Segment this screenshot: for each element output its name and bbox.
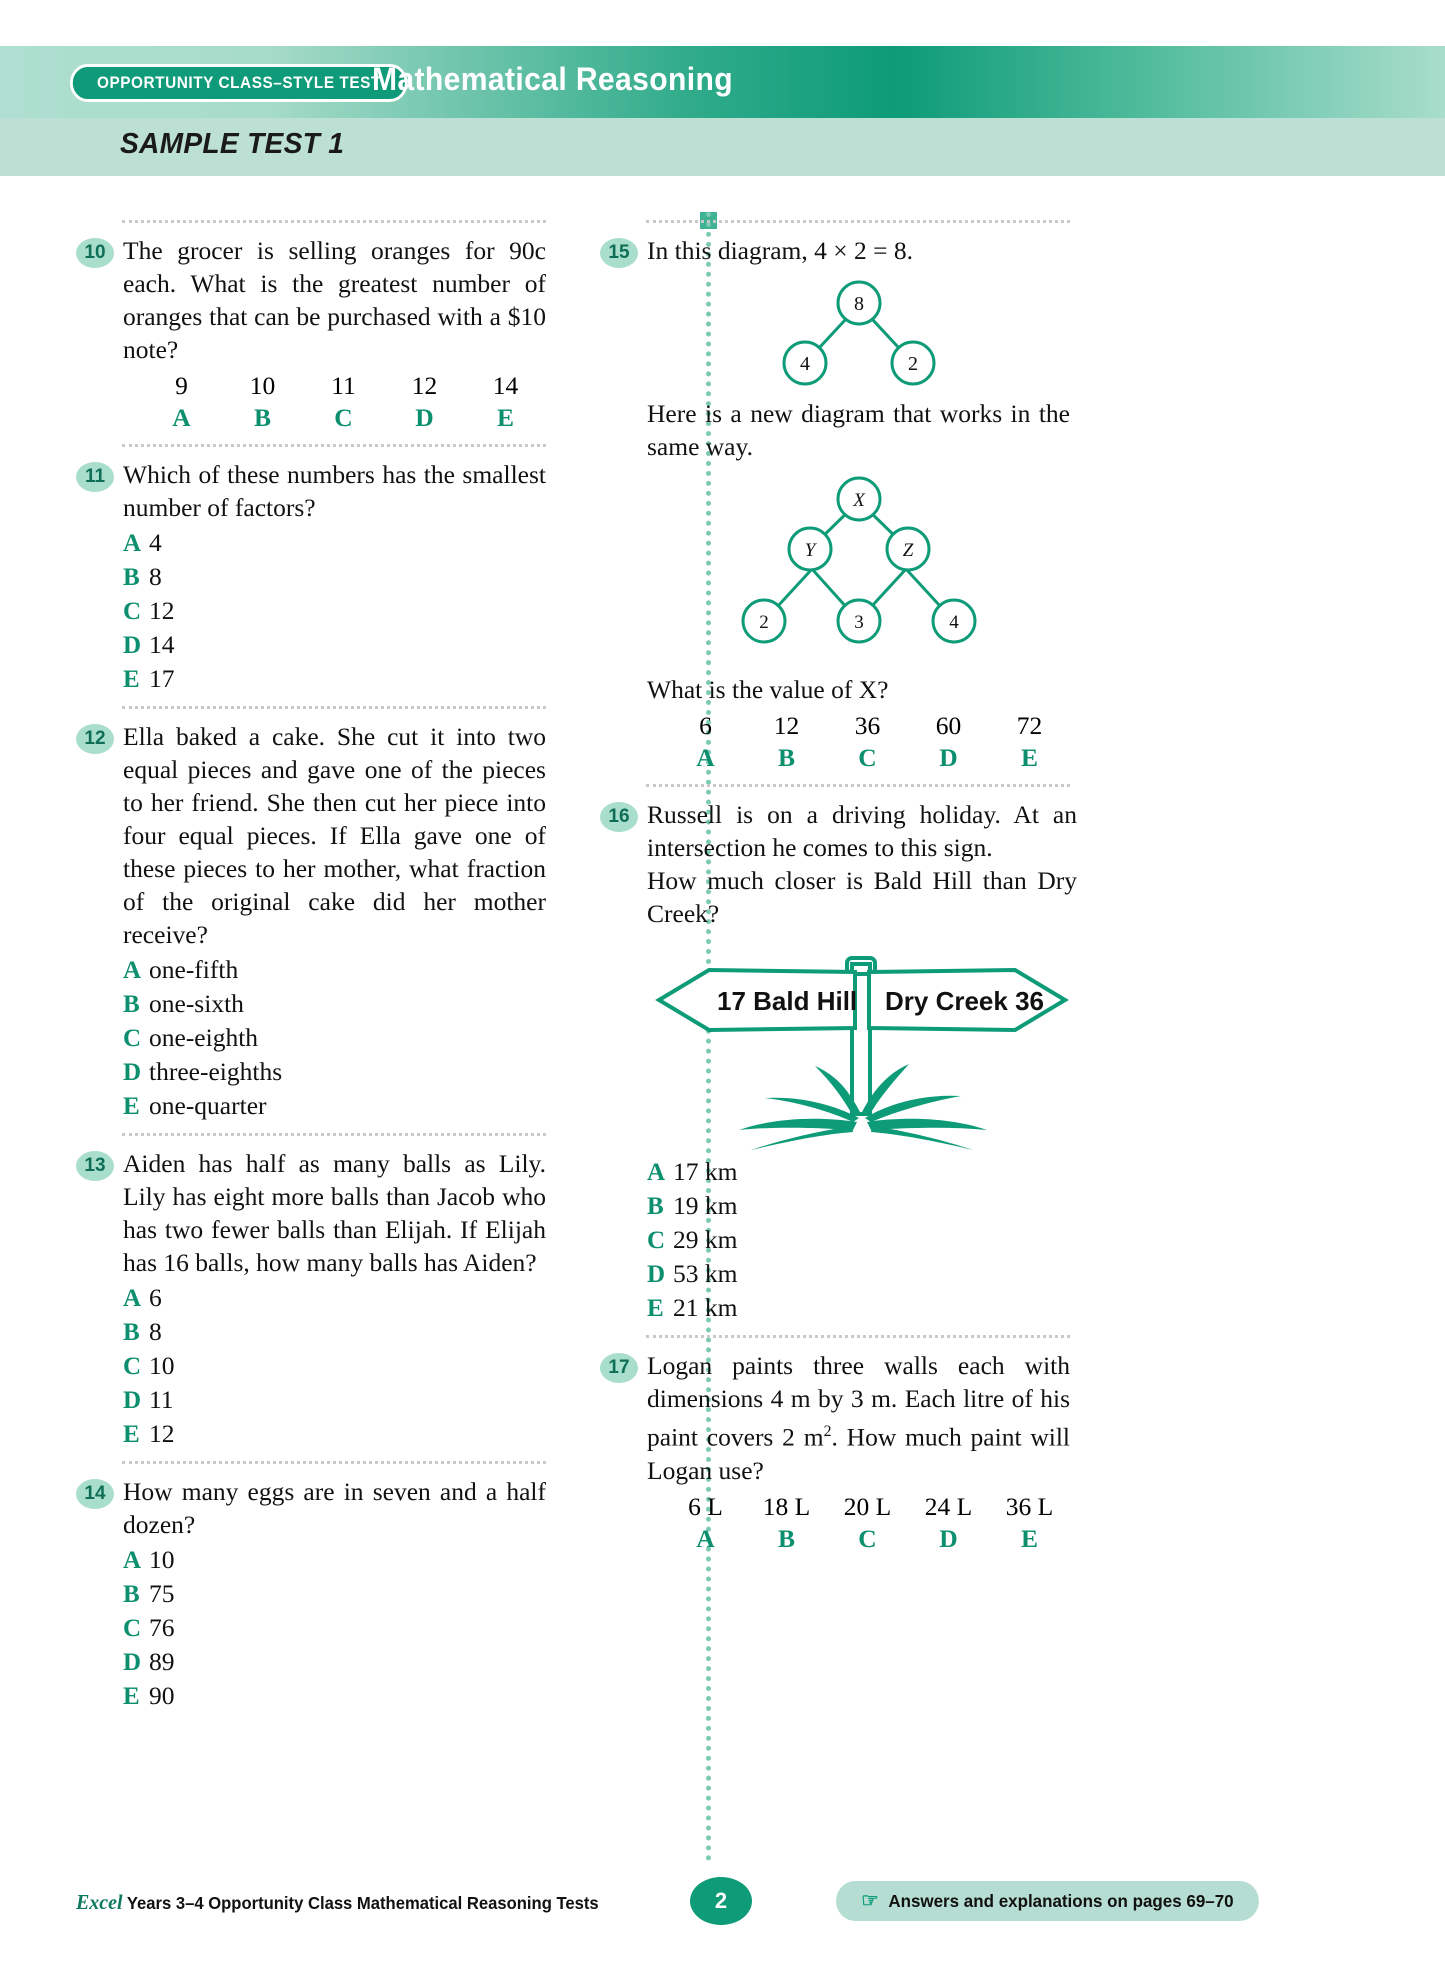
question-text: Which of these numbers has the smallest number of factors? (123, 460, 546, 522)
option-letter: A (123, 957, 142, 984)
option-letter: A (123, 530, 142, 557)
answer-option[interactable] (123, 1055, 546, 1089)
question-block (76, 1123, 546, 1451)
option-letter[interactable]: A (696, 743, 715, 772)
left-sign-label: 17 Bald Hill (717, 986, 858, 1016)
option-letter: C (123, 598, 142, 625)
option-letters-row (665, 742, 1070, 774)
question-block (600, 774, 1077, 1325)
option-letter: D (123, 632, 142, 659)
answer-option[interactable] (123, 987, 546, 1021)
question-number: 16 (600, 802, 638, 832)
option-value: 29 km (673, 1225, 738, 1254)
option-letter: D (123, 1387, 142, 1414)
option-value: one-eighth (149, 1023, 259, 1052)
subheader-band (0, 118, 1445, 176)
option-letter: A (123, 1547, 142, 1574)
multiplication-tree-puzzle (694, 469, 1024, 669)
question-separator (122, 1133, 546, 1136)
question-separator (122, 706, 546, 709)
question-content (123, 1475, 546, 1713)
question-content (123, 720, 546, 1123)
answer-option[interactable] (123, 953, 546, 987)
road-signpost-graphic (647, 936, 1077, 1151)
option-value[interactable]: 10 (249, 371, 276, 400)
question-block (76, 1451, 546, 1713)
question-number: 17 (600, 1353, 638, 1383)
option-letter: D (123, 1649, 142, 1676)
question-body (76, 234, 546, 434)
answer-option[interactable] (647, 1223, 1077, 1257)
option-letter: B (123, 991, 140, 1018)
option-letter: B (123, 564, 140, 591)
option-letter[interactable]: B (777, 743, 795, 772)
answer-options-list (123, 953, 546, 1123)
option-letter[interactable]: C (858, 1523, 877, 1553)
node-x-label: X (852, 490, 865, 511)
option-value[interactable]: 6 L (688, 1491, 723, 1521)
option-value[interactable]: 60 (935, 711, 962, 740)
option-letter: C (647, 1227, 666, 1254)
answer-options-row (665, 710, 1070, 774)
question-text: Aiden has half as many balls as Lily. Lily has eight more balls than Jacob who has two fewer balls than Elijah. If Elijah has 16 balls, how many balls has Aiden? (123, 1149, 546, 1277)
option-letter: D (647, 1261, 666, 1288)
right-question-column (600, 210, 1077, 1555)
question-body (76, 720, 546, 1123)
tree-left-label: 4 (799, 353, 810, 375)
question-text: The grocer is selling oranges for 90c each. What is the greatest number of oranges that can be purchased with a $10 note? (123, 236, 546, 364)
answer-option[interactable] (123, 526, 546, 560)
question-text: Ella baked a cake. She cut it into two equal pieces and gave one of the pieces to her friend. She then cut her piece into four equal pieces. If Ella gave one of these pieces to her mother, what fraction of the original cake did her mother receive? (123, 722, 546, 949)
option-letter: E (647, 1295, 664, 1322)
option-value[interactable]: 24 L (924, 1491, 973, 1521)
question-separator (646, 1335, 1070, 1338)
question-number: 13 (76, 1151, 114, 1181)
grass-blade-7 (751, 1126, 853, 1150)
option-value: 8 (149, 1317, 162, 1346)
answer-option[interactable] (123, 1611, 546, 1645)
question-text: In this diagram, 4 × 2 = 8. (647, 236, 914, 265)
answer-option[interactable] (647, 1291, 1077, 1325)
question-content (647, 1349, 1070, 1555)
question-content (123, 1147, 546, 1451)
option-letter: E (123, 666, 140, 693)
option-letter[interactable]: D (939, 1523, 958, 1553)
option-value[interactable]: 36 L (1005, 1491, 1054, 1521)
question-text: What is the value of X? (647, 675, 889, 704)
option-value: 89 (149, 1647, 175, 1676)
option-letter: C (123, 1025, 142, 1052)
question-block (76, 210, 546, 434)
option-letter[interactable]: A (696, 1523, 715, 1553)
question-block (600, 1325, 1070, 1555)
question-body (600, 1349, 1070, 1555)
sample-test-label: SAMPLE TEST 1 (120, 128, 345, 160)
option-letter[interactable]: D (415, 403, 434, 432)
option-letter: E (123, 1421, 140, 1448)
question-text: Here is a new diagram that works in the same way. (647, 399, 1070, 461)
question-text: How many eggs are in seven and a half dozen? (123, 1477, 546, 1539)
answer-option[interactable] (123, 662, 546, 696)
option-value[interactable]: 20 L (843, 1491, 892, 1521)
option-value: 17 (149, 664, 175, 693)
option-value: 76 (149, 1613, 175, 1642)
question-text: How much closer is Bald Hill than Dry Creek? (647, 866, 1077, 928)
question-content (647, 234, 1070, 774)
question-body (76, 1475, 546, 1713)
tree-right-label: 2 (907, 353, 918, 375)
question-block (76, 434, 546, 696)
option-letter[interactable]: E (1020, 743, 1038, 772)
option-value: 19 km (673, 1191, 738, 1220)
grass-blade-8 (871, 1126, 973, 1150)
question-number: 11 (76, 462, 114, 492)
answer-option[interactable] (123, 1417, 546, 1451)
option-value: 17 km (673, 1157, 738, 1186)
question-separator (122, 220, 546, 223)
option-value: one-fifth (149, 955, 239, 984)
question-body (600, 234, 1070, 774)
option-value[interactable]: 14 (492, 371, 519, 400)
answer-option[interactable] (123, 1089, 546, 1123)
answer-option[interactable] (123, 594, 546, 628)
answer-option[interactable] (647, 1257, 1077, 1291)
test-style-pill: OPPORTUNITY CLASS–STYLE TEST (70, 64, 408, 102)
publisher-name: Excel (76, 1890, 123, 1914)
option-value: 12 (149, 596, 175, 625)
answer-option[interactable] (123, 1349, 546, 1383)
option-value: 6 (149, 1283, 162, 1312)
answers-note-text: Answers and explanations on pages 69–70 (888, 1890, 1234, 1911)
leaf-2-label: 3 (853, 612, 864, 633)
option-value[interactable]: 12 (411, 371, 438, 400)
page-number-badge: 2 (690, 1877, 752, 1925)
option-value: 21 km (673, 1293, 738, 1322)
answer-options-list (123, 1543, 546, 1713)
answer-option[interactable] (647, 1155, 1077, 1189)
question-body (76, 1147, 546, 1451)
option-letter[interactable]: E (496, 403, 514, 432)
answers-note-badge (836, 1881, 1259, 1921)
answer-option[interactable] (123, 1383, 546, 1417)
question-content (647, 798, 1077, 1325)
answer-options-list (647, 1155, 1077, 1325)
question-separator (122, 444, 546, 447)
leaf-3-label: 4 (948, 612, 959, 633)
tree-root-label: 8 (853, 293, 864, 315)
right-sign-label: Dry Creek 36 (885, 986, 1044, 1016)
question-number: 12 (76, 724, 114, 754)
question-separator (646, 220, 1070, 223)
option-value: 11 (149, 1385, 174, 1414)
option-letter: B (647, 1193, 664, 1220)
option-value: 10 (149, 1545, 175, 1574)
question-block (600, 210, 1070, 774)
option-value: 53 km (673, 1259, 738, 1288)
question-content (123, 234, 546, 434)
question-separator (646, 784, 1070, 787)
question-number: 14 (76, 1479, 114, 1509)
answer-options-list (123, 1281, 546, 1451)
left-question-column (76, 210, 546, 1713)
option-value: 10 (149, 1351, 175, 1380)
node-z-label: Z (902, 540, 913, 561)
footer-title-rest: Years 3–4 Opportunity Class Mathematical Reasoning Tests (122, 1893, 599, 1913)
answer-option[interactable] (647, 1189, 1077, 1223)
question-number: 10 (76, 238, 114, 268)
option-letter: C (123, 1353, 142, 1380)
option-value: 14 (149, 630, 175, 659)
option-value[interactable]: 11 (331, 371, 356, 400)
option-letter: A (647, 1159, 666, 1186)
option-letter[interactable]: B (777, 1523, 795, 1553)
option-letter: E (123, 1093, 140, 1120)
page-footer (0, 1880, 1445, 1940)
option-letter[interactable]: A (172, 403, 191, 432)
option-letter[interactable]: B (253, 403, 271, 432)
answer-option[interactable] (123, 560, 546, 594)
option-value: 8 (149, 562, 162, 591)
question-block (76, 696, 546, 1123)
answer-option[interactable] (123, 628, 546, 662)
option-value[interactable]: 72 (1016, 711, 1043, 740)
answer-option[interactable] (123, 1577, 546, 1611)
answer-option[interactable] (123, 1543, 546, 1577)
option-letter: E (123, 1683, 140, 1710)
option-value: 90 (149, 1681, 175, 1710)
footer-book-title (76, 1890, 599, 1915)
answer-option[interactable] (123, 1645, 546, 1679)
option-value[interactable]: 36 (854, 711, 881, 740)
option-letters-row (665, 1523, 1070, 1555)
leaf-1-label: 2 (758, 612, 769, 633)
option-letter[interactable]: C (858, 743, 877, 772)
question-body (600, 798, 1077, 1325)
answer-options-row (141, 370, 546, 434)
option-letter[interactable]: D (939, 743, 958, 772)
question-text: Logan paints three walls each with dimensions 4 m by 3 m. Each litre of his paint covers 2 $m^2$. How much paint will Logan use? (647, 1351, 1071, 1485)
option-letter[interactable]: C (334, 403, 353, 432)
option-value[interactable]: 6 (699, 711, 712, 740)
option-letter[interactable]: E (1020, 1523, 1038, 1553)
question-number: 15 (600, 238, 638, 268)
option-value[interactable]: 9 (175, 371, 188, 400)
option-values-row (141, 370, 546, 402)
option-letter: B (123, 1581, 140, 1608)
option-values-row (665, 1491, 1070, 1523)
option-letter: B (123, 1319, 140, 1346)
option-value: one-sixth (149, 989, 244, 1018)
page-title: Mathematical Reasoning (372, 61, 733, 97)
question-content (123, 458, 546, 696)
option-value: 4 (149, 528, 162, 557)
question-body (76, 458, 546, 696)
question-separator (122, 1461, 546, 1464)
option-value: 12 (149, 1419, 175, 1448)
option-letter: D (123, 1059, 142, 1086)
answer-option[interactable] (123, 1281, 546, 1315)
answer-option[interactable] (123, 1315, 546, 1349)
multiplication-tree-example (739, 273, 979, 393)
option-value: three-eighths (149, 1057, 283, 1086)
option-value[interactable]: 12 (773, 711, 800, 740)
node-y-label: Y (804, 540, 815, 561)
answer-options-row (665, 1491, 1070, 1555)
option-letters-row (141, 402, 546, 434)
grass-tuft (739, 1064, 987, 1150)
option-letter: A (123, 1285, 142, 1312)
option-value[interactable]: 18 L (762, 1491, 811, 1521)
option-value: one-quarter (149, 1091, 267, 1120)
option-letter: C (123, 1615, 142, 1642)
answer-options-list (123, 526, 546, 696)
option-value: 75 (149, 1579, 175, 1608)
pointing-hand-icon: ☞ (861, 1890, 879, 1912)
answer-option[interactable] (123, 1679, 546, 1713)
option-values-row (665, 710, 1070, 742)
question-text: Russell is on a driving holiday. At an intersection he comes to this sign. (647, 800, 1077, 862)
answer-option[interactable] (123, 1021, 546, 1055)
